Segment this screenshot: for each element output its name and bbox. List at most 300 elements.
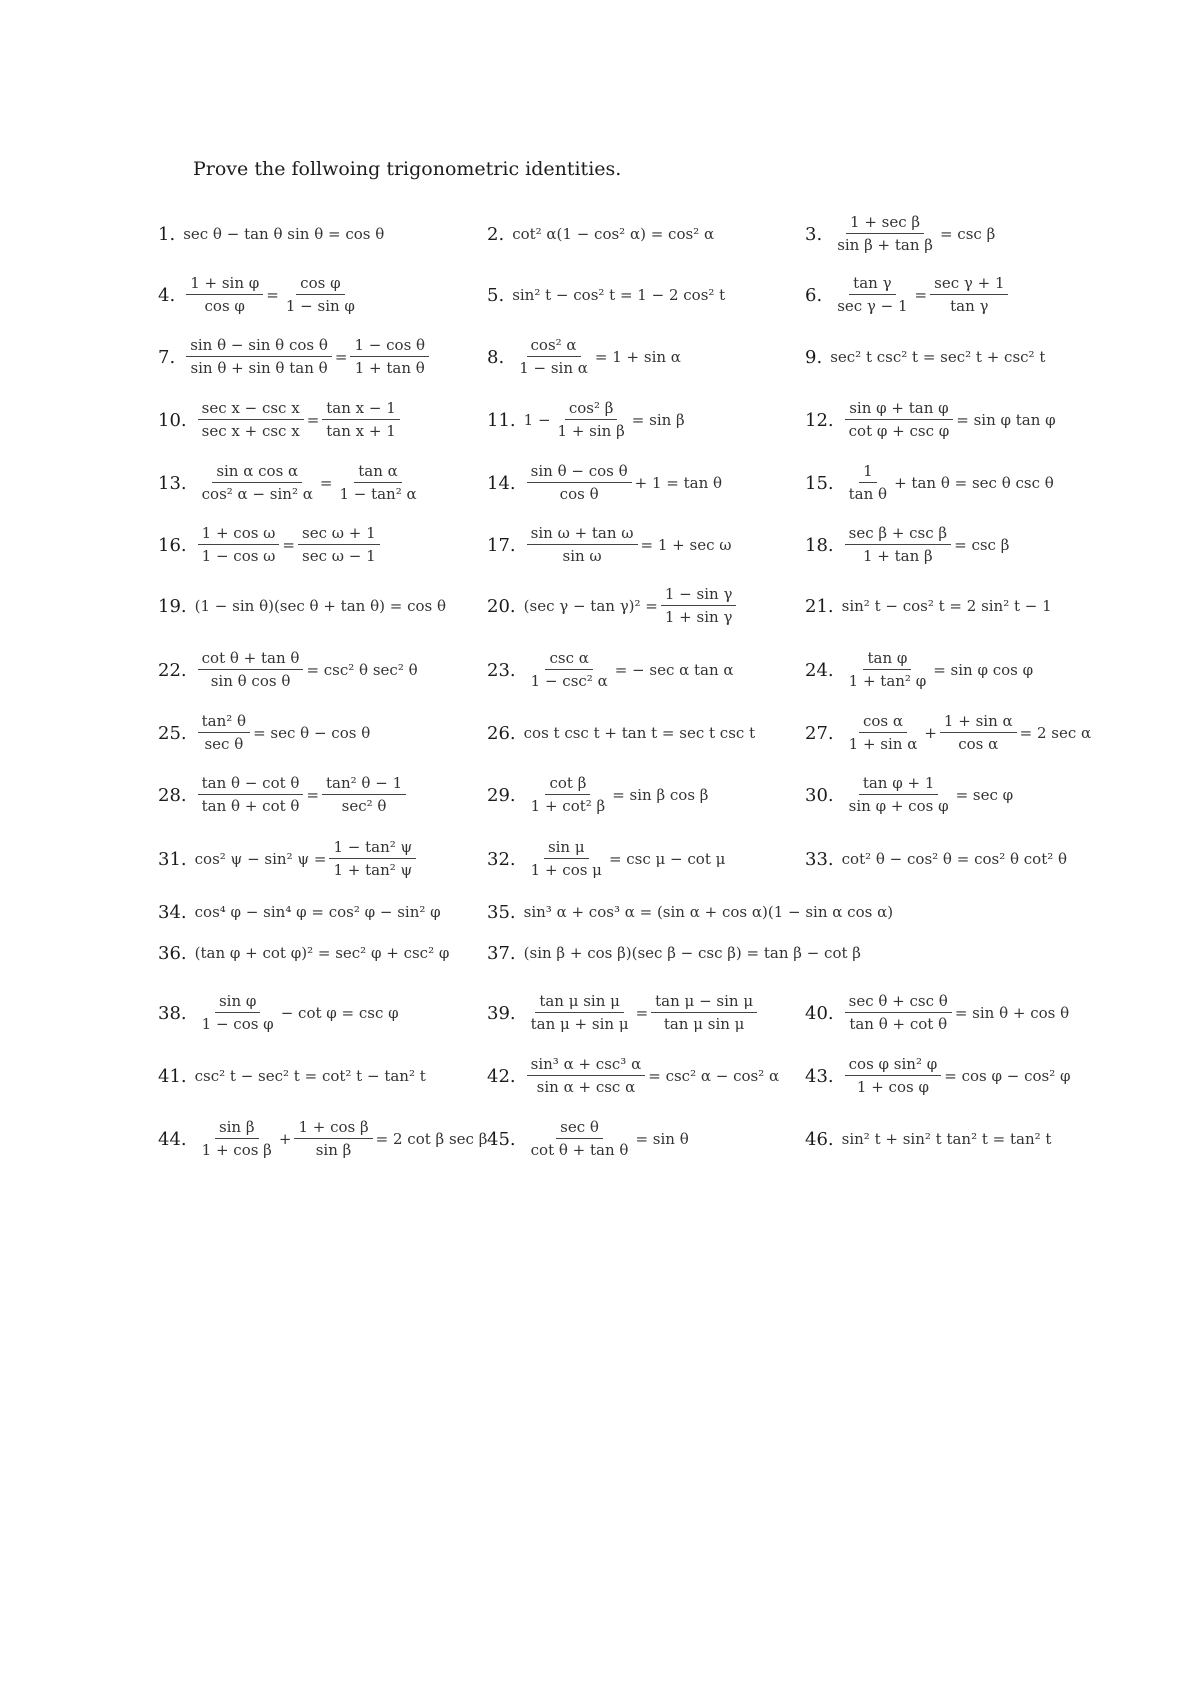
problem-item: [487, 711, 755, 755]
identity-expression: [524, 586, 740, 627]
problem-number: 34.: [158, 901, 187, 923]
identity-expression: [830, 214, 995, 255]
identity-expression: [195, 1067, 426, 1085]
fraction-numerator: tan x − 1: [322, 400, 400, 420]
problem-item: [487, 335, 681, 379]
problem-number: 23.: [487, 659, 516, 681]
fraction-denominator: sin φ + cos φ: [848, 797, 949, 815]
fraction: [198, 463, 317, 504]
problem-item: [487, 648, 734, 692]
fraction-denominator: 1 + sin γ: [664, 608, 733, 626]
expression-text: csc² t − sec² t = cot² t − tan² t: [194, 1067, 426, 1085]
problem-item: [805, 1117, 1051, 1161]
fraction-numerator: sin β: [215, 1119, 259, 1139]
problem-item: [805, 335, 1045, 379]
fraction: [322, 400, 400, 441]
problem-item: [805, 523, 1009, 567]
fraction: [335, 463, 420, 504]
fraction-denominator: 1 − sin α: [519, 359, 588, 377]
fraction-denominator: 1 + tan θ: [354, 359, 425, 377]
fraction-numerator: tan μ − sin μ: [651, 993, 757, 1013]
expression-text: (1 − sin θ)(sec θ + tan θ) = cos θ: [194, 597, 446, 615]
problem-number: 19.: [158, 595, 187, 617]
problem-item: [158, 773, 409, 817]
identity-expression: [524, 839, 726, 880]
fraction: [833, 214, 937, 255]
fraction-numerator: 1 + sin φ: [186, 275, 263, 295]
problem-number: 35.: [487, 901, 516, 923]
fraction-numerator: 1 + sec β: [846, 214, 924, 234]
problem-number: 14.: [487, 472, 516, 494]
problem-number: 45.: [487, 1128, 516, 1150]
fraction-numerator: sec β + csc β: [845, 525, 951, 545]
fraction-numerator: cot θ + tan θ: [198, 650, 304, 670]
problem-item: [158, 461, 424, 505]
problem-number: 7.: [158, 346, 176, 368]
fraction: [651, 993, 757, 1034]
fraction: [198, 1119, 276, 1160]
fraction: [186, 337, 332, 378]
expression-text: =: [306, 786, 320, 804]
fraction-numerator: sec ω + 1: [298, 525, 380, 545]
identity-expression: [195, 463, 424, 504]
identity-expression: [842, 850, 1067, 868]
expression-text: = csc μ − cot μ: [608, 850, 726, 868]
identity-expression: [195, 1119, 488, 1160]
fraction-denominator: sin β: [315, 1141, 352, 1159]
fraction: [186, 275, 263, 316]
fraction-denominator: 1 − tan² α: [339, 485, 417, 503]
expression-text: (tan φ + cot φ)² = sec² φ + csc² φ: [194, 944, 450, 962]
expression-text: cos² ψ − sin² ψ =: [194, 850, 327, 868]
fraction-denominator: 1 − cos ω: [201, 547, 276, 565]
fraction: [661, 586, 737, 627]
fraction: [845, 993, 952, 1034]
fraction: [845, 463, 891, 504]
expression-text: = sin β cos β: [612, 786, 709, 804]
fraction-denominator: sec γ − 1: [837, 297, 908, 315]
expression-text: sin² t − cos² t = 2 sin² t − 1: [841, 597, 1052, 615]
fraction-numerator: sin θ − cos θ: [527, 463, 632, 483]
fraction-denominator: 1 + tan β: [863, 547, 933, 565]
problem-item: [487, 461, 722, 505]
fraction-numerator: sin ω + tan ω: [527, 525, 638, 545]
fraction: [554, 400, 629, 441]
fraction-numerator: cot β: [545, 775, 590, 795]
problem-number: 29.: [487, 784, 516, 806]
identity-expression: [183, 337, 432, 378]
problem-item: [805, 273, 1011, 317]
problem-number: 26.: [487, 722, 516, 744]
fraction-denominator: tan γ: [950, 297, 989, 315]
fraction: [515, 337, 592, 378]
problem-item: [805, 212, 995, 256]
fraction-numerator: tan θ − cot θ: [198, 775, 304, 795]
expression-text: +: [924, 724, 937, 742]
problem-item: [487, 212, 714, 256]
fraction: [930, 275, 1008, 316]
identity-expression: [830, 348, 1045, 366]
problem-number: 30.: [805, 784, 834, 806]
problem-number: 27.: [805, 722, 834, 744]
fraction: [527, 463, 632, 504]
problem-number: 16.: [158, 534, 187, 556]
fraction: [198, 525, 280, 566]
fraction-numerator: sec θ + csc θ: [845, 993, 952, 1013]
identity-expression: [830, 275, 1011, 316]
problem-item: [487, 523, 732, 567]
problem-item: [158, 711, 370, 755]
fraction-denominator: cot θ + tan θ: [530, 1141, 629, 1159]
fraction: [845, 400, 954, 441]
identity-expression: [842, 400, 1056, 441]
fraction: [198, 775, 304, 816]
fraction: [845, 713, 922, 754]
fraction-denominator: tan μ + sin μ: [530, 1015, 629, 1033]
identity-expression: [195, 839, 420, 880]
identity-expression: [195, 903, 441, 921]
identity-expression: [195, 944, 450, 962]
fraction: [845, 1056, 942, 1097]
problem-number: 33.: [805, 848, 834, 870]
expression-text: = 2 sec α: [1019, 724, 1092, 742]
problem-item: [158, 931, 449, 975]
fraction-denominator: sin θ cos θ: [210, 672, 291, 690]
expression-text: + tan θ = sec θ csc θ: [894, 474, 1054, 492]
problem-item: [805, 1054, 1071, 1098]
expression-text: = csc² θ sec² θ: [306, 661, 418, 679]
problem-item: [158, 335, 432, 379]
identity-expression: [195, 597, 446, 615]
identity-expression: [195, 775, 409, 816]
fraction-numerator: 1 + sin α: [940, 713, 1017, 733]
fraction-denominator: sin θ + sin θ tan θ: [190, 359, 328, 377]
identity-expression: [524, 1119, 689, 1160]
fraction: [527, 525, 638, 566]
fraction-numerator: sec x − csc x: [198, 400, 304, 420]
problem-item: [487, 1054, 779, 1098]
expression-text: = sec φ: [955, 786, 1014, 804]
fraction-denominator: 1 + tan² φ: [848, 672, 927, 690]
identity-expression: [524, 944, 861, 962]
expression-text: (sec γ − tan γ)² =: [523, 597, 658, 615]
fraction-numerator: sin φ + tan φ: [845, 400, 952, 420]
fraction-numerator: sec θ: [556, 1119, 603, 1139]
problem-number: 18.: [805, 534, 834, 556]
problem-item: [805, 711, 1091, 755]
expression-text: 1 −: [523, 411, 551, 429]
identity-expression: [842, 597, 1052, 615]
problem-number: 44.: [158, 1128, 187, 1150]
expression-text: sin² t − cos² t = 1 − 2 cos² t: [512, 286, 726, 304]
fraction-numerator: tan φ: [863, 650, 911, 670]
fraction-denominator: 1 + cot² β: [530, 797, 606, 815]
problem-item: [805, 461, 1054, 505]
identity-expression: [512, 286, 725, 304]
problem-number: 40.: [805, 1002, 834, 1024]
fraction: [298, 525, 380, 566]
identity-expression: [524, 400, 685, 441]
fraction-numerator: tan μ sin μ: [535, 993, 624, 1013]
fraction-numerator: cos α: [859, 713, 907, 733]
expression-text: sin² t + sin² t tan² t = tan² t: [841, 1130, 1052, 1148]
expression-text: sec θ − tan θ sin θ = cos θ: [183, 225, 385, 243]
expression-text: =: [319, 474, 333, 492]
problem-item: [158, 398, 403, 442]
identity-expression: [195, 525, 383, 566]
problem-number: 4.: [158, 284, 176, 306]
identity-expression: [524, 463, 722, 504]
identity-expression: [842, 775, 1014, 816]
fraction: [527, 650, 612, 691]
problem-number: 24.: [805, 659, 834, 681]
problem-number: 46.: [805, 1128, 834, 1150]
expression-text: =: [306, 411, 320, 429]
problem-item: [487, 273, 725, 317]
expression-text: +: [278, 1130, 292, 1148]
problem-item: [805, 648, 1033, 692]
problem-item: [487, 991, 760, 1035]
fraction: [350, 337, 429, 378]
problem-item: [805, 773, 1013, 817]
expression-text: − cot φ = csc φ: [280, 1004, 399, 1022]
fraction: [833, 275, 911, 316]
fraction-denominator: sec² θ: [341, 797, 387, 815]
expression-text: =: [266, 286, 279, 304]
fraction-denominator: 1 − csc² α: [530, 672, 608, 690]
fraction: [527, 775, 610, 816]
problem-number: 20.: [487, 595, 516, 617]
identity-expression: [512, 337, 681, 378]
fraction-denominator: 1 + sin α: [848, 735, 918, 753]
fraction-numerator: tan² θ − 1: [322, 775, 406, 795]
problem-number: 17.: [487, 534, 516, 556]
fraction-denominator: sin β + tan β: [837, 236, 933, 254]
problem-item: [158, 523, 383, 567]
expression-text: cos t csc t + tan t = sec t csc t: [523, 724, 756, 742]
fraction-numerator: cos² α: [527, 337, 581, 357]
fraction-denominator: cos θ: [559, 485, 599, 503]
problem-item: [158, 212, 384, 256]
problem-number: 28.: [158, 784, 187, 806]
expression-text: = cos φ − cos² φ: [944, 1067, 1071, 1085]
fraction: [322, 775, 406, 816]
problem-number: 10.: [158, 409, 187, 431]
fraction-numerator: sin³ α + csc³ α: [527, 1056, 646, 1076]
identity-expression: [842, 713, 1092, 754]
expression-text: = csc² α − cos² α: [648, 1067, 780, 1085]
fraction-numerator: tan γ: [849, 275, 895, 295]
identity-expression: [183, 225, 384, 243]
problem-number: 15.: [805, 472, 834, 494]
problem-number: 38.: [158, 1002, 187, 1024]
problem-number: 21.: [805, 595, 834, 617]
identity-expression: [195, 650, 418, 691]
identity-expression: [524, 1056, 780, 1097]
identity-expression: [524, 903, 893, 921]
problem-item: [158, 991, 399, 1035]
identity-expression: [524, 724, 755, 742]
problem-number: 39.: [487, 1002, 516, 1024]
fraction-denominator: sec θ: [204, 735, 244, 753]
problem-number: 8.: [487, 346, 505, 368]
fraction-denominator: sin α + csc α: [536, 1078, 636, 1096]
fraction: [294, 1119, 372, 1160]
problem-item: [158, 1117, 487, 1161]
page-title: Prove the follwoing trigonometric identities.: [193, 158, 622, 180]
fraction-denominator: tan θ + cot θ: [849, 1015, 948, 1033]
problem-item: [158, 273, 362, 317]
fraction-denominator: 1 + tan² ψ: [333, 861, 413, 879]
fraction-numerator: tan φ + 1: [859, 775, 939, 795]
fraction: [845, 525, 951, 566]
fraction-denominator: tan θ + cot θ: [201, 797, 300, 815]
problem-item: [487, 890, 893, 934]
identity-expression: [842, 525, 1010, 566]
expression-text: + 1 = tan θ: [634, 474, 723, 492]
fraction-numerator: sin α cos α: [212, 463, 302, 483]
fraction-denominator: tan x + 1: [326, 422, 396, 440]
fraction-numerator: 1 + cos β: [294, 1119, 372, 1139]
problem-item: [158, 837, 419, 881]
expression-text: = sin φ tan φ: [956, 411, 1056, 429]
expression-text: = 1 + sin α: [594, 348, 681, 366]
fraction: [198, 400, 304, 441]
identity-expression: [512, 225, 714, 243]
fraction-numerator: 1 − cos θ: [350, 337, 429, 357]
problem-item: [805, 584, 1052, 628]
identity-expression: [524, 650, 734, 691]
expression-text: cot² α(1 − cos² α) = cos² α: [512, 225, 715, 243]
fraction-denominator: sec ω − 1: [302, 547, 376, 565]
problem-number: 12.: [805, 409, 834, 431]
problem-number: 25.: [158, 722, 187, 744]
problem-item: [487, 931, 861, 975]
fraction: [527, 1056, 646, 1097]
problem-number: 3.: [805, 223, 823, 245]
expression-text: =: [914, 286, 928, 304]
expression-text: = sin θ + cos θ: [954, 1004, 1070, 1022]
fraction-denominator: tan μ sin μ: [663, 1015, 745, 1033]
problem-number: 42.: [487, 1065, 516, 1087]
problem-number: 36.: [158, 942, 187, 964]
problem-item: [487, 773, 708, 817]
identity-expression: [524, 525, 732, 566]
problem-item: [158, 1054, 426, 1098]
identity-expression: [195, 993, 399, 1034]
fraction-numerator: 1 + cos ω: [198, 525, 280, 545]
fraction-denominator: 1 + cos μ: [530, 861, 602, 879]
fraction: [845, 650, 931, 691]
problem-number: 9.: [805, 346, 823, 368]
fraction-numerator: 1 − sin γ: [661, 586, 737, 606]
fraction-denominator: 1 − sin φ: [285, 297, 355, 315]
fraction-denominator: cos α: [958, 735, 999, 753]
fraction-numerator: sin φ: [215, 993, 260, 1013]
identity-expression: [524, 775, 709, 816]
problem-item: [158, 890, 441, 934]
problem-number: 41.: [158, 1065, 187, 1087]
fraction: [527, 993, 633, 1034]
fraction: [527, 1119, 633, 1160]
fraction-denominator: tan θ: [848, 485, 888, 503]
identity-expression: [183, 275, 362, 316]
fraction: [198, 993, 278, 1034]
expression-text: = 1 + sec ω: [640, 536, 732, 554]
identity-expression: [524, 993, 760, 1034]
problem-item: [158, 584, 446, 628]
problem-item: [487, 584, 739, 628]
identity-expression: [195, 713, 371, 754]
problem-item: [487, 837, 725, 881]
fraction: [198, 650, 304, 691]
fraction-denominator: sec x + csc x: [201, 422, 300, 440]
expression-text: = sin β: [631, 411, 685, 429]
fraction: [845, 775, 953, 816]
fraction: [198, 713, 250, 754]
problem-number: 6.: [805, 284, 823, 306]
problem-number: 22.: [158, 659, 187, 681]
expression-text: = sin φ cos φ: [933, 661, 1034, 679]
expression-text: =: [635, 1004, 649, 1022]
expression-text: = csc β: [939, 225, 996, 243]
fraction-numerator: csc α: [545, 650, 592, 670]
problem-number: 31.: [158, 848, 187, 870]
problem-number: 32.: [487, 848, 516, 870]
identity-expression: [842, 650, 1034, 691]
expression-text: (sin β + cos β)(sec β − csc β) = tan β − cot β: [523, 944, 861, 962]
fraction-numerator: 1 − tan² ψ: [329, 839, 416, 859]
problem-item: [805, 991, 1069, 1035]
expression-text: = − sec α tan α: [614, 661, 734, 679]
expression-text: =: [282, 536, 295, 554]
problem-number: 43.: [805, 1065, 834, 1087]
expression-text: = sin θ: [635, 1130, 689, 1148]
fraction-numerator: tan² θ: [198, 713, 250, 733]
fraction-denominator: cos² α − sin² α: [201, 485, 313, 503]
fraction-denominator: 1 + cos β: [201, 1141, 272, 1159]
fraction-numerator: tan α: [354, 463, 402, 483]
fraction: [282, 275, 359, 316]
problem-item: [158, 648, 418, 692]
identity-expression: [842, 463, 1054, 504]
problem-number: 11.: [487, 409, 516, 431]
fraction-denominator: 1 − cos φ: [201, 1015, 274, 1033]
expression-text: sec² t csc² t = sec² t + csc² t: [830, 348, 1046, 366]
fraction-denominator: sin ω: [562, 547, 602, 565]
expression-text: = 2 cot β sec β: [375, 1130, 488, 1148]
problem-item: [805, 398, 1056, 442]
expression-text: = sec θ − cos θ: [253, 724, 371, 742]
fraction: [329, 839, 416, 880]
fraction-numerator: sin θ − sin θ cos θ: [186, 337, 332, 357]
problem-item: [805, 837, 1067, 881]
identity-expression: [842, 1056, 1071, 1097]
problem-number: 1.: [158, 223, 176, 245]
fraction-numerator: cos φ: [296, 275, 344, 295]
expression-text: =: [334, 348, 348, 366]
fraction-numerator: sec γ + 1: [930, 275, 1008, 295]
expression-text: sin³ α + cos³ α = (sin α + cos α)(1 − sin α cos α): [523, 903, 894, 921]
problem-item: [487, 398, 685, 442]
fraction-denominator: cos φ: [204, 297, 245, 315]
fraction-numerator: sin μ: [544, 839, 589, 859]
identity-expression: [842, 1130, 1052, 1148]
problem-number: 2.: [487, 223, 505, 245]
fraction: [527, 839, 606, 880]
fraction-numerator: cos φ sin² φ: [845, 1056, 942, 1076]
problem-item: [487, 1117, 689, 1161]
